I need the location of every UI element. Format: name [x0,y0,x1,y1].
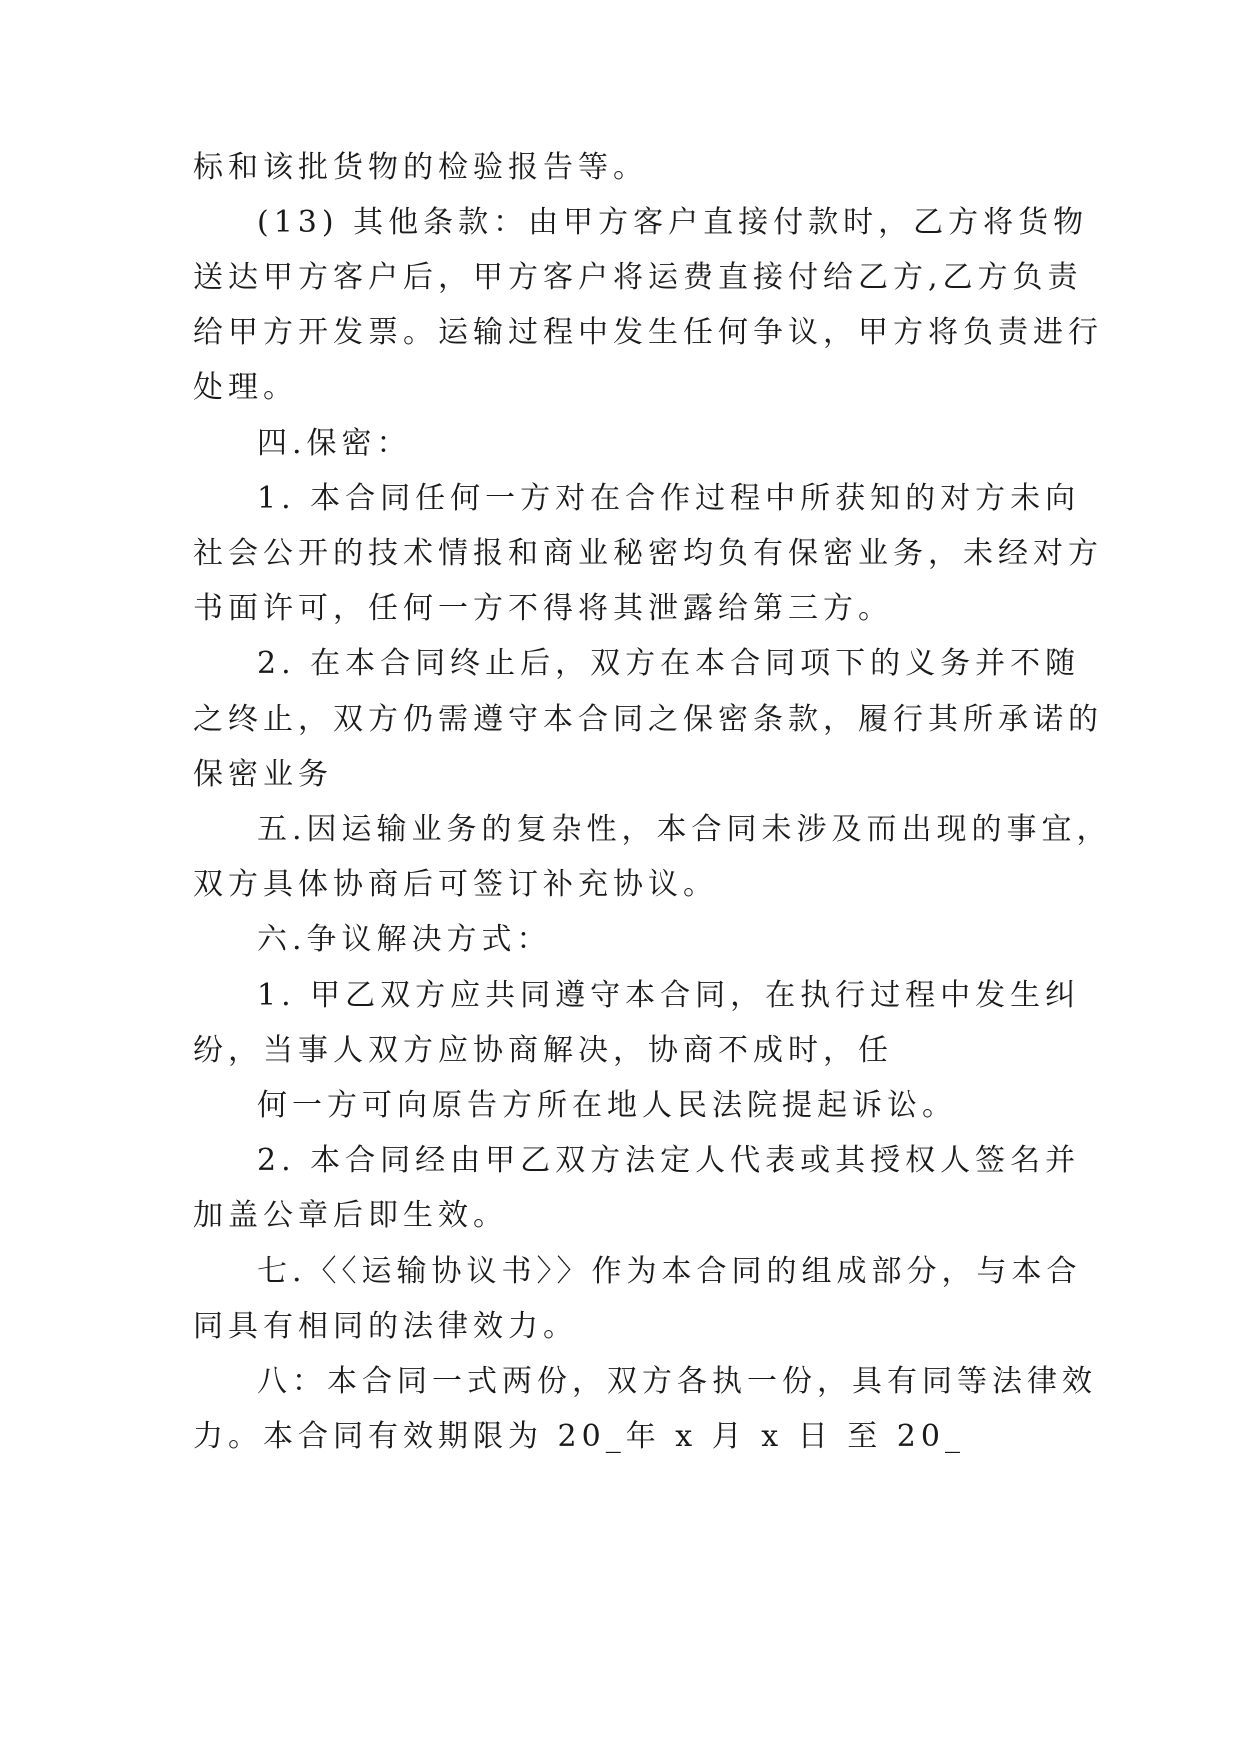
text-line: 书面许可，任何一方不得将其泄露给第三方。 [193,591,893,626]
text-line: 加盖公章后即生效。 [193,1198,508,1233]
text-line: 保密业务 [193,757,333,792]
text-line: 1. 本合同任何一方对在合作过程中所获知的对方未向 [257,481,1081,516]
text-line: 之终止，双方仍需遵守本合同之保密条款，履行其所承诺的 [193,702,1103,737]
text-line: 同具有相同的法律效力。 [193,1309,578,1344]
section-heading-copies-validity: 八：本合同一式两份，双方各执一份，具有同等法律效 [257,1364,1097,1399]
text-line: 2. 本合同经由甲乙双方法定人代表或其授权人签名并 [257,1143,1081,1178]
text-line: 双方具体协商后可签订补充协议。 [193,867,718,902]
text-line: 1. 甲乙双方应共同遵守本合同，在执行过程中发生纠 [257,978,1081,1013]
text-line: 2. 在本合同终止后，双方在本合同项下的义务并不随 [257,646,1081,681]
text-line: 标和该批货物的检验报告等。 [193,150,648,185]
text-line: 纷，当事人双方应协商解决，协商不成时，任 [193,1033,893,1068]
section-heading-confidentiality: 四.保密： [257,426,412,461]
text-line: 社会公开的技术情报和商业秘密均负有保密业务，未经对方 [193,536,1103,571]
section-heading-dispute-resolution: 六.争议解决方式： [257,922,552,957]
text-line: 给甲方开发票。运输过程中发生任何争议，甲方将负责进行 [193,315,1103,350]
text-line: 送达甲方客户后，甲方客户将运费直接付给乙方,乙方负责 [193,260,1083,295]
section-heading-transport-agreement: 七.〈〈运输协议书〉〉作为本合同的组成部分，与本合 [257,1254,1082,1289]
section-heading-other-matters: 五.因运输业务的复杂性，本合同未涉及而出现的事宜， [257,812,1112,847]
text-line: 何一方可向原告方所在地人民法院提起诉讼。 [257,1088,957,1123]
text-line: 处理。 [193,370,298,405]
text-line: 力。本合同有效期限为 20_年 x 月 x 日 至 20_ [193,1419,965,1454]
text-line: (13) 其他条款：由甲方客户直接付款时，乙方将货物 [257,205,1089,240]
